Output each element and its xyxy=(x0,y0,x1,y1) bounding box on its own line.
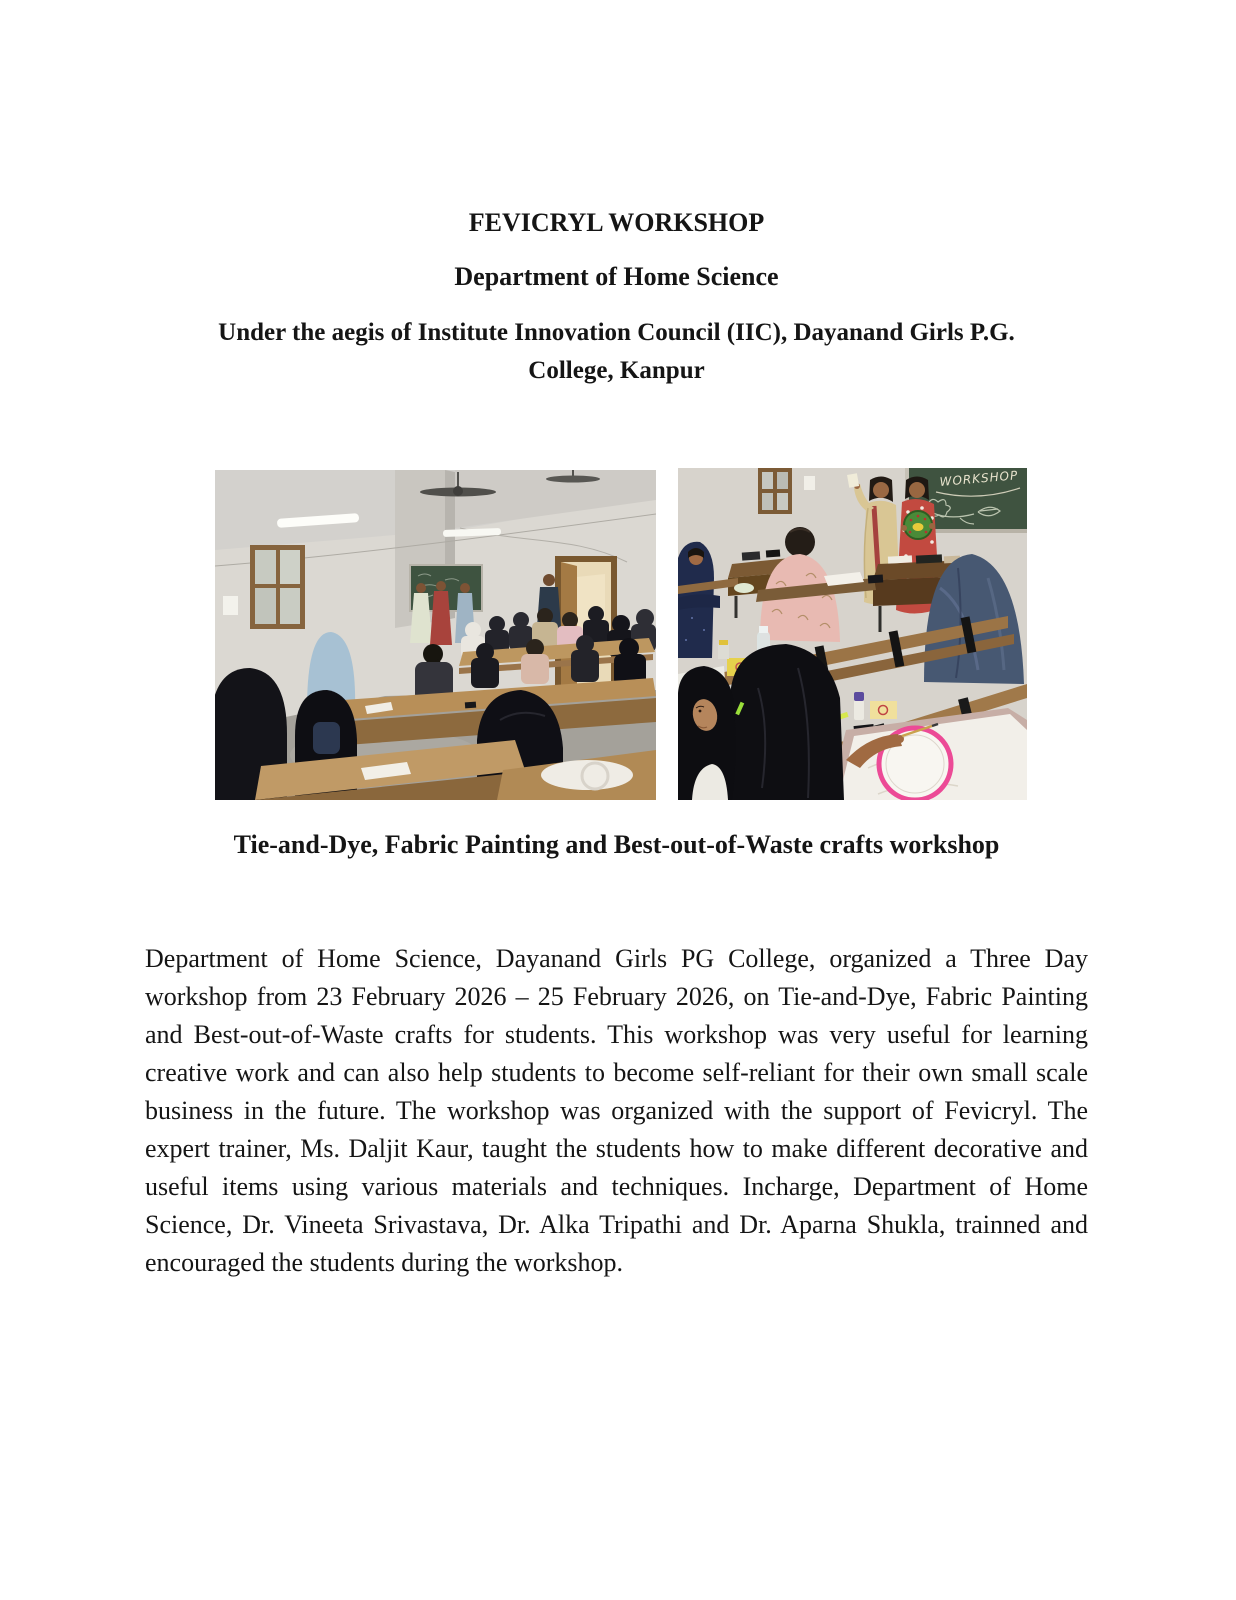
photo-caption: Tie-and-Dye, Fabric Painting and Best-out-of-Waste crafts workshop xyxy=(233,830,1000,859)
phone xyxy=(868,574,884,583)
glue-stick xyxy=(854,700,864,720)
students-foreground-black xyxy=(678,644,844,800)
window xyxy=(758,468,792,514)
wall-notice xyxy=(223,596,238,615)
paint-box xyxy=(870,701,897,719)
trainers-demo-illustration xyxy=(678,468,1027,800)
doc-aegis-heading xyxy=(145,314,1088,390)
doc-aegis-line1: Under the aegis of Institute Innovation Council (IIC), Dayanand Girls P.G. xyxy=(218,319,1015,346)
doc-title: FEVICRYL WORKSHOP xyxy=(468,208,765,237)
wall-notice xyxy=(804,476,815,490)
photo-classroom-rear-view xyxy=(215,470,656,800)
photo-trainers-demo xyxy=(678,468,1027,800)
doc-aegis-line2: College, Kanpur xyxy=(528,357,705,384)
workshop-board-text: WORKSHOP xyxy=(939,468,1019,489)
doc-subtitle: Department of Home Science xyxy=(454,262,779,291)
body-paragraph: Department of Home Science, Dayanand Girls PG College, organized a Three Day workshop from 23 February 2026 – 25 February 2026, on Tie-and-Dye, Fabric Painting and Best-out-of-Waste crafts for students. This workshop was very useful for learning creative work and can also help students to become self-reliant for their own small scale business in the future. The workshop was organized with the support of Fevicryl. The expert trainer, Ms. Daljit Kaur, taught the students how to make different decorative and useful items using various materials and techniques. Incharge, Department of Home Science, Dr. Vineeta Srivastava, Dr. Alka Tripathi and Dr. Aparna Shukla, trainned and encouraged the students during the workshop. xyxy=(145,944,1088,1277)
small-jar xyxy=(718,644,729,659)
classroom-rear-illustration xyxy=(215,470,656,800)
window xyxy=(250,545,305,629)
trainers-at-board xyxy=(410,581,475,645)
